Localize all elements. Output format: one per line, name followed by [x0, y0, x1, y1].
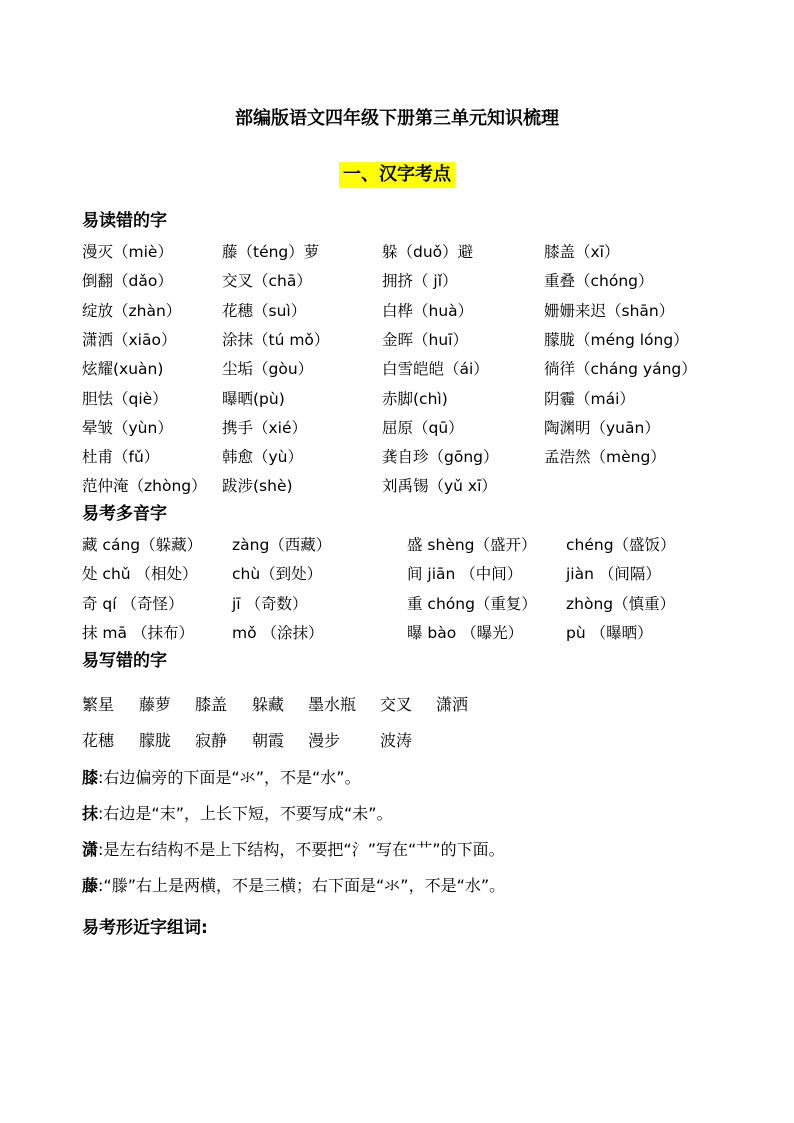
misread-row-cell: 躲（duǒ）避: [382, 243, 474, 261]
heading-miswrite: 易写错的字: [82, 651, 167, 671]
miswrite-row-cell: 花穗: [82, 731, 115, 750]
misread-row-cell: 阴霾（mái）: [544, 389, 635, 408]
misread-row-cell: 潇洒（xiāo）: [82, 330, 177, 349]
heading-polyphonic: 易考多音字: [82, 504, 167, 524]
misread-row-cell: 涂抹（tú mǒ）: [222, 330, 330, 349]
misread-row-cell: 携手（xié）: [222, 418, 308, 437]
misread-row-cell: 龚自珍（gōng）: [382, 448, 499, 467]
miswrite-row-cell: 寂静: [195, 731, 228, 750]
polyphonic-row-cell: 藏 cáng（躲藏）: [82, 536, 203, 554]
misread-row-cell: 韩愈（yù）: [222, 448, 303, 467]
misread-row-cell: 白雪皑皑（ái）: [382, 360, 489, 379]
misread-row: [82, 328, 722, 352]
misread-row: [82, 387, 722, 411]
miswrite-row-cell: 墨水瓶: [308, 695, 357, 714]
misread-row-cell: 白桦（huà）: [382, 301, 474, 320]
polyphonic-row-cell: pù （曝晒）: [566, 623, 653, 642]
section-heading-wrapper: [0, 162, 794, 188]
misread-row-cell: 屈原（qū）: [382, 418, 464, 437]
misread-row-cell: 晕皱（yùn）: [82, 418, 173, 437]
misread-row-cell: 姗姗来迟（shān）: [544, 301, 675, 320]
misread-row-cell: 漫灭（miè）: [82, 243, 173, 261]
miswrite-row-cell: 膝盖: [195, 695, 228, 714]
misread-row-cell: 交叉（chā）: [222, 272, 312, 291]
misread-row-cell: 曝晒(pù): [222, 389, 285, 408]
misread-row-cell: 赤脚(chì): [382, 389, 448, 408]
note-text: :右边偏旁的下面是“氺”，不是“水”。: [98, 768, 361, 787]
miswrite-row-cell: 繁星: [82, 695, 115, 714]
misread-row-cell: 花穗（suì）: [222, 301, 307, 320]
misread-row-cell: 陶渊明（yuān）: [544, 418, 660, 437]
note-text: :右边是“末”，上长下短，不要写成“未”。: [98, 804, 393, 823]
misread-row-cell: 重叠（chóng）: [544, 272, 654, 291]
misread-row-cell: 孟浩然（mèng）: [544, 448, 666, 467]
miswrite-note: [82, 838, 722, 862]
misread-row-cell: 胆怯（qiè）: [82, 389, 168, 408]
polyphonic-row-cell: 重 chóng（重复）: [407, 594, 537, 613]
misread-row-cell: 杜甫（fǔ）: [82, 448, 160, 467]
section-heading-hanzi: 一、汉字考点: [339, 162, 455, 188]
note-character: 膝: [82, 768, 99, 787]
misread-row: [82, 299, 722, 323]
document-title: 部编版语文四年级下册第三单元知识梳理: [235, 108, 559, 129]
misread-row-cell: 尘垢（gòu）: [222, 360, 314, 379]
misread-row-cell: 金晖（huī）: [382, 330, 468, 349]
polyphonic-row: [82, 592, 722, 616]
miswrite-row-cell: 波涛: [380, 731, 413, 750]
miswrite-row: [82, 729, 722, 753]
miswrite-row-cell: 藤萝: [139, 695, 172, 714]
note-character: 抹: [82, 804, 99, 823]
polyphonic-row-cell: 处 chǔ （相处）: [82, 565, 198, 584]
misread-row-cell: 膝盖（xī）: [544, 243, 620, 261]
polyphonic-row-cell: 抹 mā （抹布）: [82, 623, 194, 642]
misread-row-cell: 炫耀(xuàn): [82, 360, 164, 379]
polyphonic-row-cell: chù（到处）: [232, 565, 323, 584]
polyphonic-row-cell: 盛 shèng（盛开）: [407, 536, 537, 554]
miswrite-row-cell: 朝霞: [252, 731, 285, 750]
miswrite-row-cell: 交叉: [380, 695, 413, 714]
heading-similar-chars: 易考形近字组词:: [82, 918, 208, 938]
miswrite-row-cell: 潇洒: [436, 695, 469, 714]
misread-row: [82, 357, 722, 381]
miswrite-note: [82, 766, 722, 790]
misread-row: [82, 474, 722, 498]
misread-row: [82, 445, 722, 469]
miswrite-note: [82, 802, 722, 826]
misread-row-cell: 藤（téng）萝: [222, 243, 320, 261]
note-character: 潇: [82, 840, 99, 859]
misread-row-cell: 倒翻（dǎo）: [82, 272, 173, 291]
miswrite-row-cell: 躲藏: [252, 695, 285, 714]
miswrite-row-cell: 朦胧: [139, 731, 172, 750]
note-text: :“滕”右上是两横，不是三横；右下面是“氺”，不是“水”。: [98, 876, 506, 895]
misread-row-cell: 范仲淹（zhòng）: [82, 477, 207, 496]
heading-easy-misread: 易读错的字: [82, 211, 167, 231]
polyphonic-row-cell: jiàn （间隔）: [566, 565, 661, 584]
polyphonic-row-cell: zhòng（慎重）: [566, 594, 676, 613]
polyphonic-row-cell: chéng（盛饭）: [566, 536, 676, 554]
polyphonic-row: [82, 621, 722, 645]
miswrite-row: [82, 693, 722, 717]
polyphonic-row-cell: zàng（西藏）: [232, 536, 332, 554]
misread-row: [82, 240, 722, 264]
misread-row: [82, 416, 722, 440]
polyphonic-row-cell: 间 jiān （中间）: [407, 565, 523, 584]
polyphonic-row-cell: 曝 bào （曝光）: [407, 623, 524, 642]
note-character: 藤: [82, 876, 99, 895]
polyphonic-row: [82, 562, 722, 586]
misread-row-cell: 朦胧（méng lóng）: [544, 330, 689, 349]
note-text: :是左右结构不是上下结构，不要把“氵”写在“艹”的下面。: [98, 840, 505, 859]
misread-row-cell: 拥挤（ jǐ）: [382, 272, 458, 291]
miswrite-note: [82, 874, 722, 898]
polyphonic-row-cell: mǒ （涂抹）: [232, 623, 324, 642]
misread-row-cell: 绽放（zhàn）: [82, 301, 182, 320]
misread-row-cell: 徜徉（cháng yáng）: [544, 360, 697, 379]
polyphonic-row-cell: jī （奇数）: [232, 594, 308, 613]
misread-row-cell: 刘禹锡（yǔ xī）: [382, 477, 497, 496]
misread-row-cell: 跋涉(shè): [222, 477, 293, 496]
miswrite-row-cell: 漫步: [308, 731, 341, 750]
misread-row: [82, 269, 722, 293]
polyphonic-row: [82, 533, 722, 557]
polyphonic-row-cell: 奇 qí （奇怪）: [82, 594, 184, 613]
